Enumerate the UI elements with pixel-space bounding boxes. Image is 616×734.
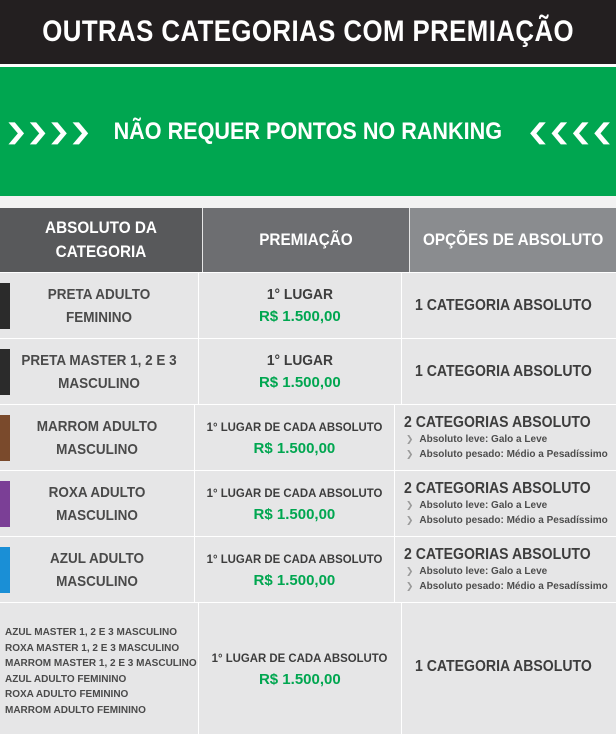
chevron-right-icon: ❯: [405, 433, 414, 444]
chevron-right-icon: ❯: [405, 499, 414, 510]
chevron-right-icon: ❯: [405, 580, 414, 591]
table-row: [0, 272, 616, 338]
category-name: AZUL ADULTO MASCULINO: [50, 549, 144, 590]
options-cell: [395, 537, 616, 602]
ranking-banner: [0, 64, 616, 196]
option-title: 2 CATEGORIAS ABSOLUTO: [403, 479, 591, 497]
options-cell: [395, 405, 616, 470]
option-detail: ❯ Absoluto leve: Galo a Leve: [405, 433, 548, 445]
page-title: OUTRAS CATEGORIAS COM PREMIAÇÃO: [42, 15, 574, 48]
belt-color-bar: [0, 481, 10, 527]
chevron-right-icon: ❯: [405, 565, 414, 576]
category-list-item: MARROM MASTER 1, 2 E 3 MASCULINO: [5, 658, 197, 669]
belt-color-bar: [0, 283, 10, 329]
header-category: ABSOLUTO DA CATEGORIA: [0, 208, 202, 272]
chevron-right-icon: ❯: [405, 448, 414, 459]
chevrons-left-icon: ❮❮❮❮: [526, 118, 612, 144]
prize-amount: R$ 1.500,00: [253, 439, 336, 457]
table-row: [0, 404, 616, 470]
header-prize: PREMIAÇÃO: [203, 208, 409, 272]
prize-cell: [199, 273, 403, 338]
category-list-item: AZUL MASTER 1, 2 E 3 MASCULINO: [5, 627, 178, 638]
category-name: MARROM ADULTO MASCULINO: [36, 417, 158, 458]
prize-cell: [195, 405, 395, 470]
prize-place: 1° LUGAR DE CADA ABSOLUTO: [211, 651, 388, 665]
prize-cell: [199, 339, 403, 404]
category-list-item: ROXA ADULTO FEMININO: [5, 689, 129, 700]
option-title: 1 CATEGORIA ABSOLUTO: [415, 296, 592, 314]
option-title: 1 CATEGORIA ABSOLUTO: [415, 362, 592, 380]
option-detail: ❯ Absoluto leve: Galo a Leve: [405, 565, 548, 577]
category-cell: [0, 273, 199, 338]
prize-place: 1° LUGAR: [266, 351, 333, 369]
prize-place: 1° LUGAR DE CADA ABSOLUTO: [206, 485, 383, 500]
table-header: [0, 208, 616, 272]
chevrons-right-icon: ❯❯❯❯: [4, 118, 90, 144]
prize-amount: R$ 1.500,00: [258, 671, 341, 688]
option-detail: ❯ Absoluto pesado: Médio a Pesadíssimo: [405, 580, 608, 592]
category-name: ROXA ADULTO MASCULINO: [48, 483, 146, 524]
belt-color-bar: [0, 415, 10, 461]
prize-cell: [195, 537, 395, 602]
category-cell: [0, 405, 195, 470]
prize-place: 1° LUGAR DE CADA ABSOLUTO: [206, 551, 383, 566]
table-row: [0, 536, 616, 602]
category-cell: [0, 339, 199, 404]
options-cell: [402, 339, 616, 404]
chevron-right-icon: ❯: [405, 514, 414, 525]
category-list-item: MARROM ADULTO FEMININO: [5, 704, 146, 716]
option-title: 1 CATEGORIA ABSOLUTO: [415, 658, 592, 675]
table-row: [0, 338, 616, 404]
table-row: [0, 602, 616, 734]
prize-cell: [195, 471, 395, 536]
prize-amount: R$ 1.500,00: [258, 307, 341, 325]
prize-amount: R$ 1.500,00: [258, 373, 341, 391]
table-row: [0, 470, 616, 536]
category-cell: [0, 537, 195, 602]
prize-place: 1° LUGAR DE CADA ABSOLUTO: [206, 419, 383, 434]
prize-amount: R$ 1.500,00: [253, 505, 336, 523]
category-cell: [0, 471, 195, 536]
category-name: PRETA MASTER 1, 2 E 3 MASCULINO: [21, 351, 177, 392]
belt-color-bar: [0, 349, 10, 395]
options-cell: [402, 603, 616, 734]
divider: [0, 196, 616, 208]
page-title-bar: [0, 0, 616, 64]
category-cell: [0, 603, 199, 734]
option-detail: ❯ Absoluto pesado: Médio a Pesadíssimo: [405, 448, 608, 460]
belt-color-bar: [0, 547, 10, 593]
category-list-item: AZUL ADULTO FEMININO: [5, 673, 127, 685]
category-list: [5, 625, 197, 718]
prize-amount: R$ 1.500,00: [253, 571, 336, 589]
options-cell: [395, 471, 616, 536]
banner-text: NÃO REQUER PONTOS NO RANKING: [113, 117, 503, 145]
category-name: PRETA ADULTO FEMININO: [47, 285, 151, 326]
category-list-item: ROXA MASTER 1, 2 E 3 MASCULINO: [5, 642, 180, 654]
options-cell: [402, 273, 616, 338]
header-options: OPÇÕES DE ABSOLUTO: [410, 208, 616, 272]
prize-place: 1° LUGAR: [266, 285, 333, 303]
option-title: 2 CATEGORIAS ABSOLUTO: [403, 545, 591, 563]
option-detail: ❯ Absoluto pesado: Médio a Pesadíssimo: [405, 514, 608, 526]
prize-cell: [199, 603, 403, 734]
option-title: 2 CATEGORIAS ABSOLUTO: [403, 413, 591, 431]
option-detail: ❯ Absoluto leve: Galo a Leve: [405, 499, 548, 511]
